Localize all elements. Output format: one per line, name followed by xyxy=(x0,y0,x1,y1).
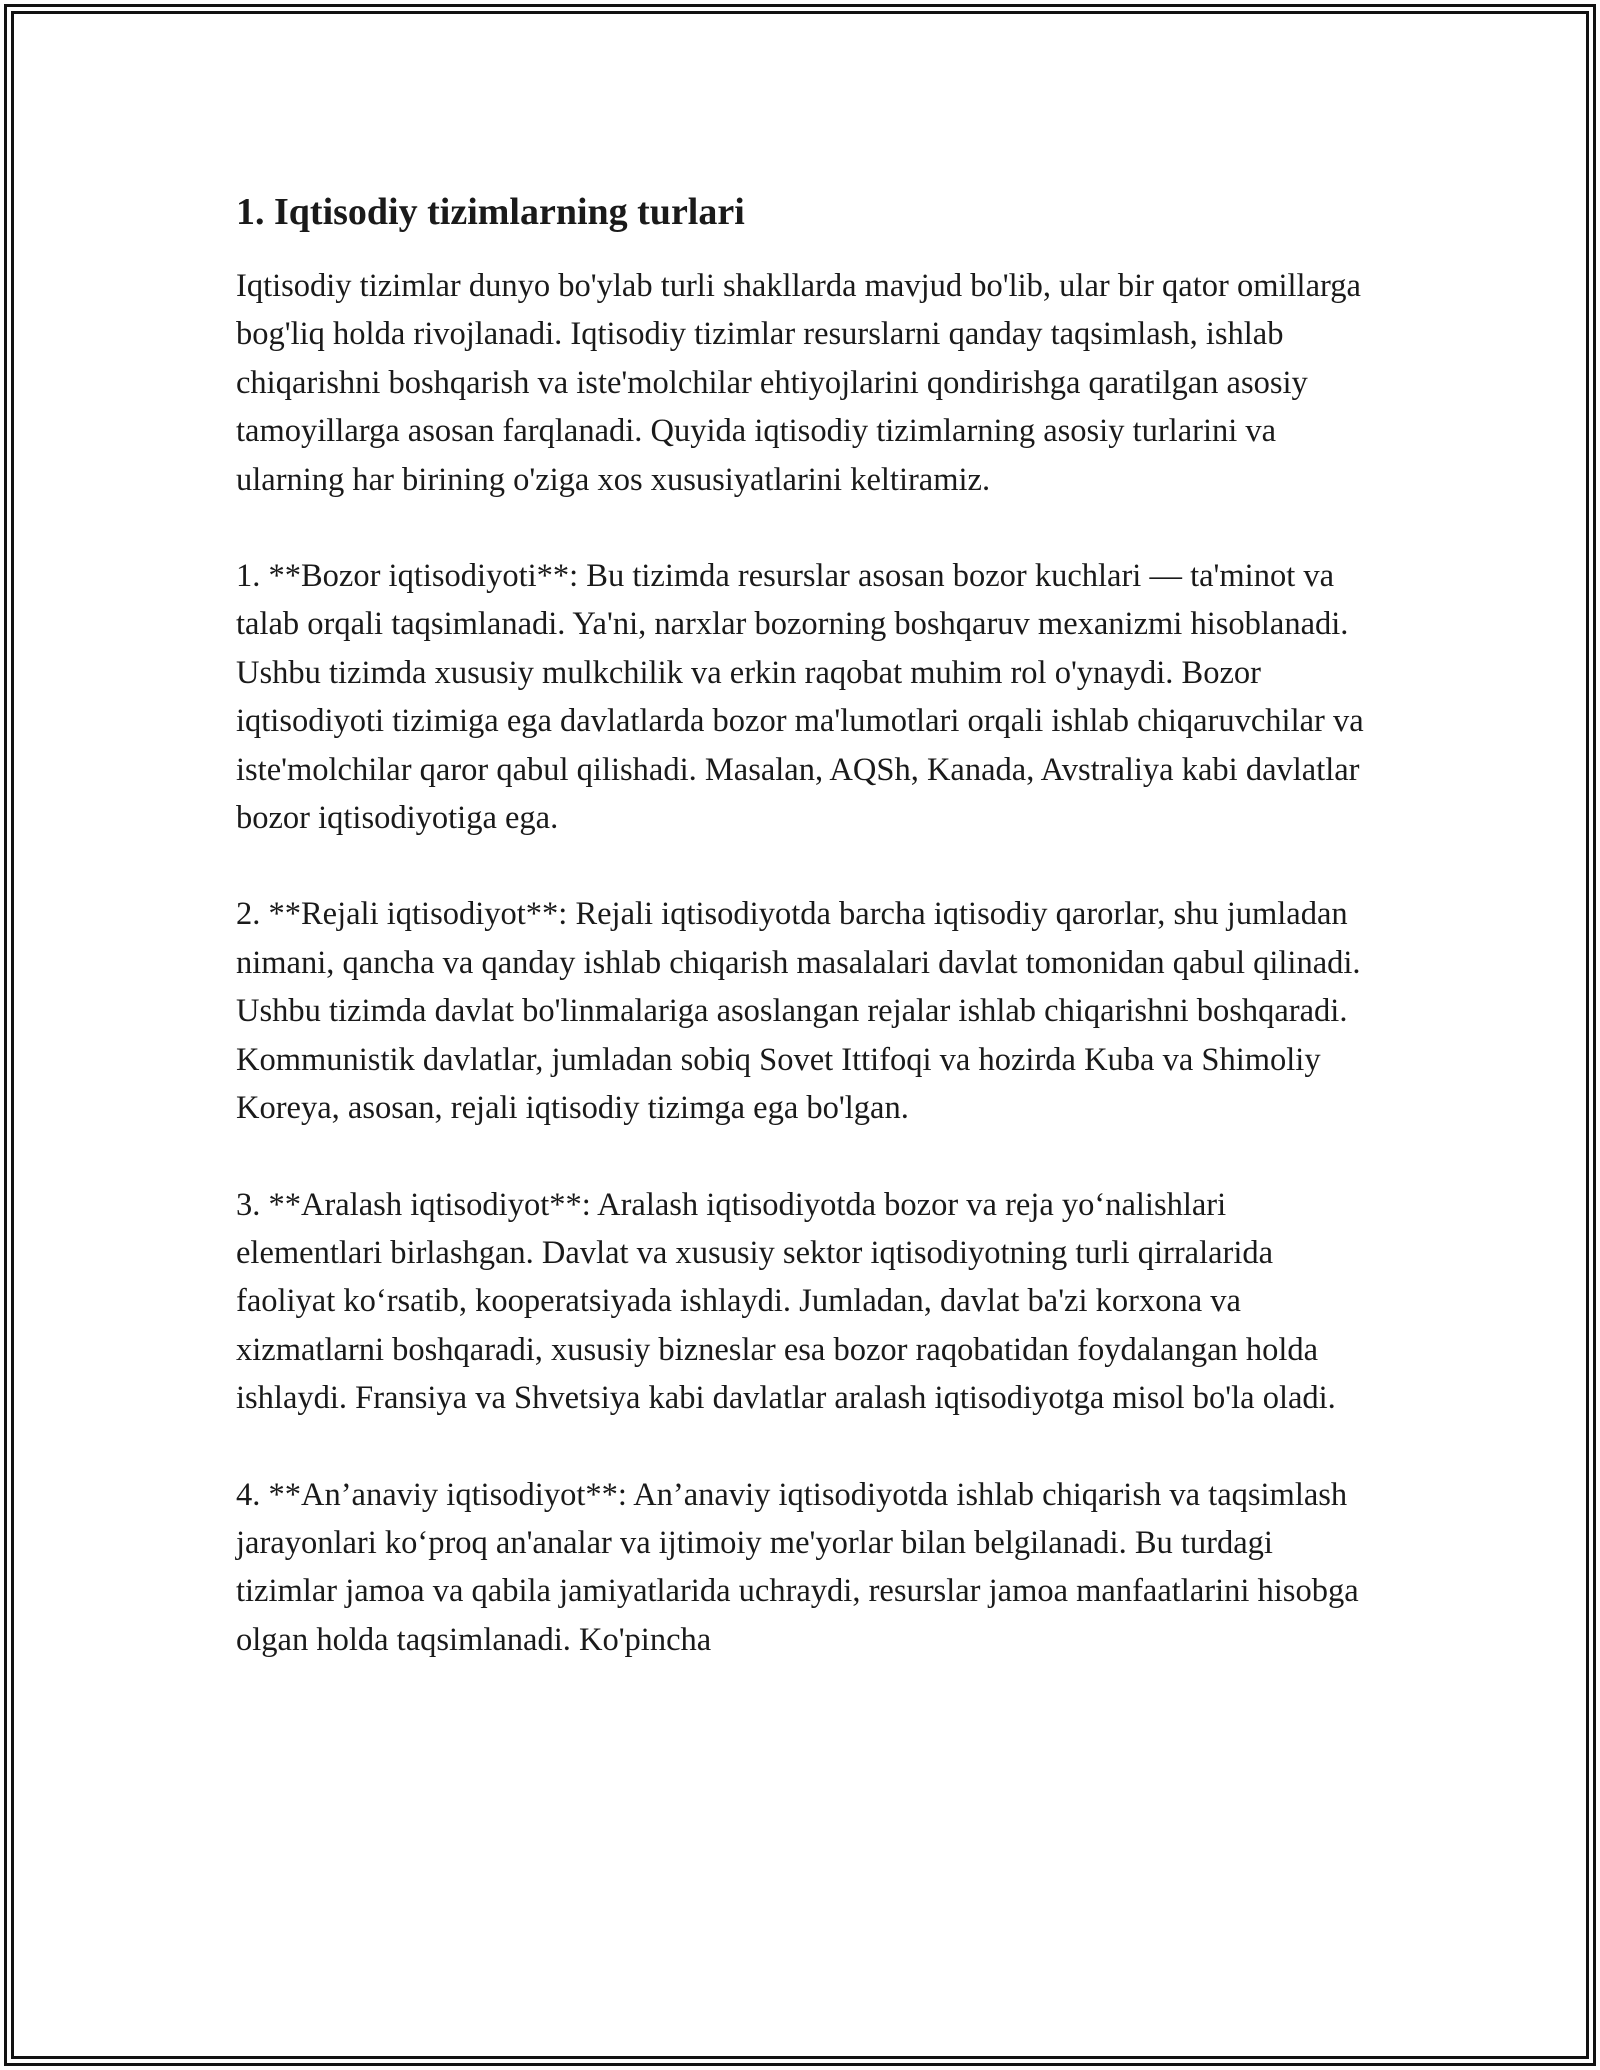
section-heading: 1. Iqtisodiy tizimlarning turlari xyxy=(236,191,745,233)
paragraph-mixed-economy: 3. **Aralash iqtisodiyot**: Aralash iqtisodiyotda bozor va reja yo‘nalishlari elementlari birlashgan. Davlat va xususiy sektor iqtisodiyotning turli qirralarida faoliyat ko‘rsatib, kooperatsiyada ishlaydi. Jumladan, davlat ba'zi korxona va xizmatlarni boshqaradi, xususiy bizneslar esa bozor raqobatidan foydalangan holda ishlaydi. Fransiya va Shvetsiya kabi davlatlar aralash iqtisodiyotga misol bo'la oladi. xyxy=(236,1186,1336,1417)
paragraph-planned-economy: 2. **Rejali iqtisodiyot**: Rejali iqtisodiyotda barcha iqtisodiy qarorlar, shu jumladan nimani, qancha va qanday ishlab chiqarish masalalari davlat tomonidan qabul qilinadi. Ushbu tizimda davlat bo'linmalariga asoslangan rejalar ishlab chiqarishni boshqaradi. Kommunistik davlatlar, jumladan sobiq Sovet Ittifoqi va hozirda Kuba va Shimoliy Koreya, asosan, rejali iqtisodiy tizimga ega bo'lgan. xyxy=(236,896,1361,1127)
intro-paragraph: Iqtisodiy tizimlar dunyo bo'ylab turli shakllarda mavjud bo'lib, ular bir qator omillarga bog'liq holda rivojlanadi. Iqtisodiy tizimlar resurslarni qanday taqsimlash, ishlab chiqarishni boshqarish va iste'molchilar ehtiyojlarini qondirishga qaratilgan asosiy tamoyillarga asosan farqlanadi. Quyida iqtisodiy tizimlarning asosiy turlarini va ularning har birining o'ziga xos xususiyatlarini keltiramiz. xyxy=(236,268,1361,498)
paragraph-market-economy: 1. **Bozor iqtisodiyoti**: Bu tizimda resurslar asosan bozor kuchlari — ta'minot va talab orqali taqsimlanadi. Ya'ni, narxlar bozorning boshqaruv mexanizmi hisoblanadi. Ushbu tizimda xususiy mulkchilik va erkin raqobat muhim rol o'ynaydi. Bozor iqtisodiyoti tizimiga ega davlatlarda bozor ma'lumotlari orqali ishlab chiqaruvchilar va iste'molchilar qaror qabul qilishadi. Masalan, AQSh, Kanada, Avstraliya kabi davlatlar bozor iqtisodiyotiga ega. xyxy=(236,558,1364,837)
document-body xyxy=(236,184,1376,1664)
paragraph-traditional-economy: 4. **An’anaviy iqtisodiyot**: An’anaviy iqtisodiyotda ishlab chiqarish va taqsimlash jarayonlari ko‘proq an'analar va ijtimoiy me'yorlar bilan belgilanadi. Bu turdagi tizimlar jamoa va qabila jamiyatlarida uchraydi, resurslar jamoa manfaatlarini hisobga olgan holda taqsimlanadi. Ko'pincha xyxy=(236,1476,1359,1658)
